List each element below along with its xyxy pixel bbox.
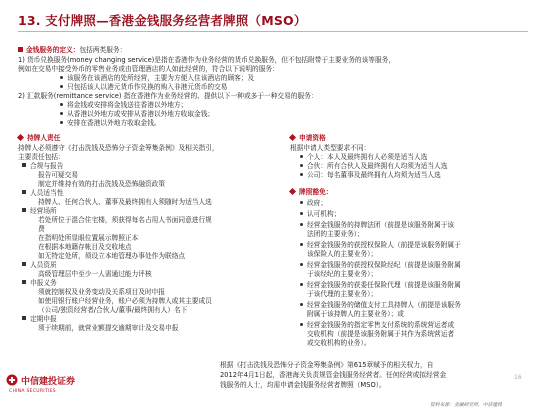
apply-heading: 申请资格 (299, 134, 326, 142)
dot-bullet-icon (300, 155, 303, 158)
bottom-text-3: 钱服务的人士，均需申请金钱服务经营者牌照（MSO）。 (220, 381, 386, 389)
diamond-bullet-icon (289, 188, 296, 195)
dot-bullet-icon (300, 263, 303, 266)
check-bullet-icon (22, 208, 26, 212)
duty-text-2: 主要责任包括： (18, 153, 65, 161)
dot-bullet-icon (300, 201, 303, 204)
definition-heading: 金钱服务的定义： (26, 46, 80, 54)
duty-item: 人员适当性 (22, 189, 63, 197)
dot-bullet-icon (300, 164, 303, 167)
logo-cn-text: 中信建投证券 (21, 377, 76, 387)
dot-bullet-icon (60, 76, 63, 79)
exempt-item: 经营金钱服务的持牌法团（前提是该服务附属于该 (300, 221, 454, 229)
page-title: 13. 支付牌照—香港金钱服务经营者牌照（MSO） (18, 13, 307, 28)
title-bar (0, 0, 550, 34)
title-divider (18, 31, 528, 32)
apply-item: 个人：本人及最终拥有人必须是适当人选 (300, 153, 427, 161)
duty-heading: 持牌人责任 (27, 134, 61, 142)
exempt-item-cont: 或交收机构的业务）。 (307, 339, 371, 347)
duty-item: 如使用银行账户经营业务，账户必须为持牌人或其主要成员 (38, 297, 212, 305)
exempt-heading: 牌照豁免： (299, 188, 333, 196)
exempt-item-cont: 交收机构（前提是该服务附属于其作为系统营运者 (307, 330, 455, 338)
dot-bullet-icon (60, 121, 63, 124)
duty-heading-line (18, 134, 60, 142)
exempt-item-cont: 法团的主要业务）； (307, 230, 364, 238)
exempt-item: 经营金钱服务的获授权保险经纪（前提是该服务附属 (300, 261, 461, 269)
dot-bullet-icon (300, 212, 303, 215)
square-bullet-icon (18, 47, 23, 52)
duty-item: 须就控制权及业务变动及关系项目及时申报 (38, 288, 166, 296)
duty-item: 在指明处所显眼位置展示牌照正本 (38, 234, 139, 242)
company-logo (6, 372, 76, 404)
duty-item: 须于续期前，就营业额提交逾期审计及交易申报 (38, 324, 179, 332)
exempt-item-cont: 附属于该持牌人的主要业务）；或 (307, 310, 404, 318)
duty-item: 定期申报 (22, 315, 57, 323)
exempt-item: 认可机构； (300, 210, 340, 218)
duty-item: 持牌人、任何合伙人、董事及最终拥有人须随时为适当人选 (38, 198, 212, 206)
exempt-item: 经营金钱服务的获委任保险代理（前提是该服务附属 (300, 281, 461, 289)
source-note: 资料来源：金融研究所，中信建投 (430, 403, 502, 408)
p2-cond2: 从香港以外地方或安排从香港以外地方收取金钱； (60, 110, 214, 118)
dot-bullet-icon (300, 283, 303, 286)
duty-item: （公司/独资经营者/合伙人/董事/最终拥有人）名下 (38, 306, 188, 314)
duty-item: 如无特定处所，须设立本地管理办事处作为联络点 (38, 252, 186, 260)
exempt-item-cont: 该保险人的主要业务）； (307, 250, 378, 258)
exempt-item-cont: 于该经纪的主要业务）； (307, 270, 378, 278)
bottom-text-2: 2012年4月1日起，香港海关负责规管金钱服务经营者。任何经营或拟经营金 (220, 371, 447, 379)
duty-item: 高级管理层中至少一人需通过能力评核 (38, 270, 152, 278)
dot-bullet-icon (60, 103, 63, 106)
exempt-heading-line (290, 188, 332, 196)
apply-item: 公司：每名董事及最终拥有人均须为适当人选 (300, 171, 441, 179)
definition-line (18, 46, 126, 54)
page-number: 16 (514, 374, 522, 381)
duty-item: 费 (38, 225, 45, 233)
p1-cond2: 只包括该人以港元货币作兑换的购入非港元货币的交易 (60, 83, 228, 91)
check-bullet-icon (22, 190, 26, 194)
dot-bullet-icon (300, 173, 303, 176)
exempt-item: 政府； (300, 199, 327, 207)
dot-bullet-icon (300, 323, 303, 326)
exempt-item: 经营金钱服务的获授权保险人（前提是该服务附属于 (300, 241, 461, 249)
duty-item: 人员资质 (22, 261, 57, 269)
duty-item: 报告可疑交易 (38, 171, 79, 179)
definition-text: 包括两类服务： (79, 46, 127, 54)
exempt-item: 经营金钱服务的指定零售支付系统的系统营运者或 (300, 321, 454, 329)
duty-item: 制定并维持有效的打击洗钱及恐怖融资政策 (38, 180, 166, 188)
diamond-bullet-icon (289, 134, 296, 141)
dot-bullet-icon (300, 243, 303, 246)
p2-cond3: 安排在香港以外地方收取金钱。 (60, 119, 161, 127)
check-bullet-icon (22, 262, 26, 266)
duty-item: 申报义务 (22, 279, 57, 287)
apply-subtitle: 根据申请人类型要求不同： (290, 144, 371, 152)
check-bullet-icon (22, 316, 26, 320)
duty-item: 合规与报告 (22, 162, 63, 170)
apply-heading-line (290, 134, 326, 142)
bottom-text-1: 根据《打击洗钱及恐怖分子资金筹集条例》第615章赋予的相关权力，自 (220, 361, 434, 369)
p2-cond1: 将金钱或安排将金钱送往香港以外地方； (60, 101, 187, 109)
logo-en-text: CHINA SECURITIES (9, 389, 56, 394)
p2-line: 2) 汇款服务(remittance service) 指在香港作为业务经营的、提供以下一种或多于一种交易的服务： (18, 92, 318, 100)
p1-line2: 例如在交易中接受外币的零售业务或由管理酒店的人如此经营的，符合以下说明的服务： (18, 65, 279, 73)
logo-mark-icon (6, 374, 18, 386)
p1-line1: 1) 货币兑换服务(money changing service)是指在香港作为业务经营的货币兑换服务，但不包括附带于主要业务的该等服务， (18, 56, 396, 64)
exempt-item-cont: 于该代理的主要业务）； (307, 290, 378, 298)
check-bullet-icon (22, 163, 26, 167)
p1-cond1: 该服务在该酒店的处所经营，主要为方便入住该酒店的顾客；及 (60, 74, 254, 82)
apply-item: 合伙：所有合伙人及最终拥有人均须为适当人选 (300, 162, 447, 170)
duty-item: 若处所位于混合住宅楼，须获得每名占用人书面同意进行规 (38, 216, 212, 224)
duty-item: 经营场所 (22, 207, 57, 215)
duty-text-1: 持牌人必须遵守《打击洗钱及恐怖分子资金筹集条例》及相关指引， (18, 144, 219, 152)
dot-bullet-icon (300, 303, 303, 306)
dot-bullet-icon (60, 112, 63, 115)
duty-item: 在根据本地籍存帐目及交收地点 (38, 243, 132, 251)
check-bullet-icon (22, 280, 26, 284)
dot-bullet-icon (300, 223, 303, 226)
diamond-bullet-icon (17, 134, 24, 141)
dot-bullet-icon (60, 85, 63, 88)
exempt-item: 经营金钱服务的储值支付工具持牌人（前提是该服务 (300, 301, 461, 309)
